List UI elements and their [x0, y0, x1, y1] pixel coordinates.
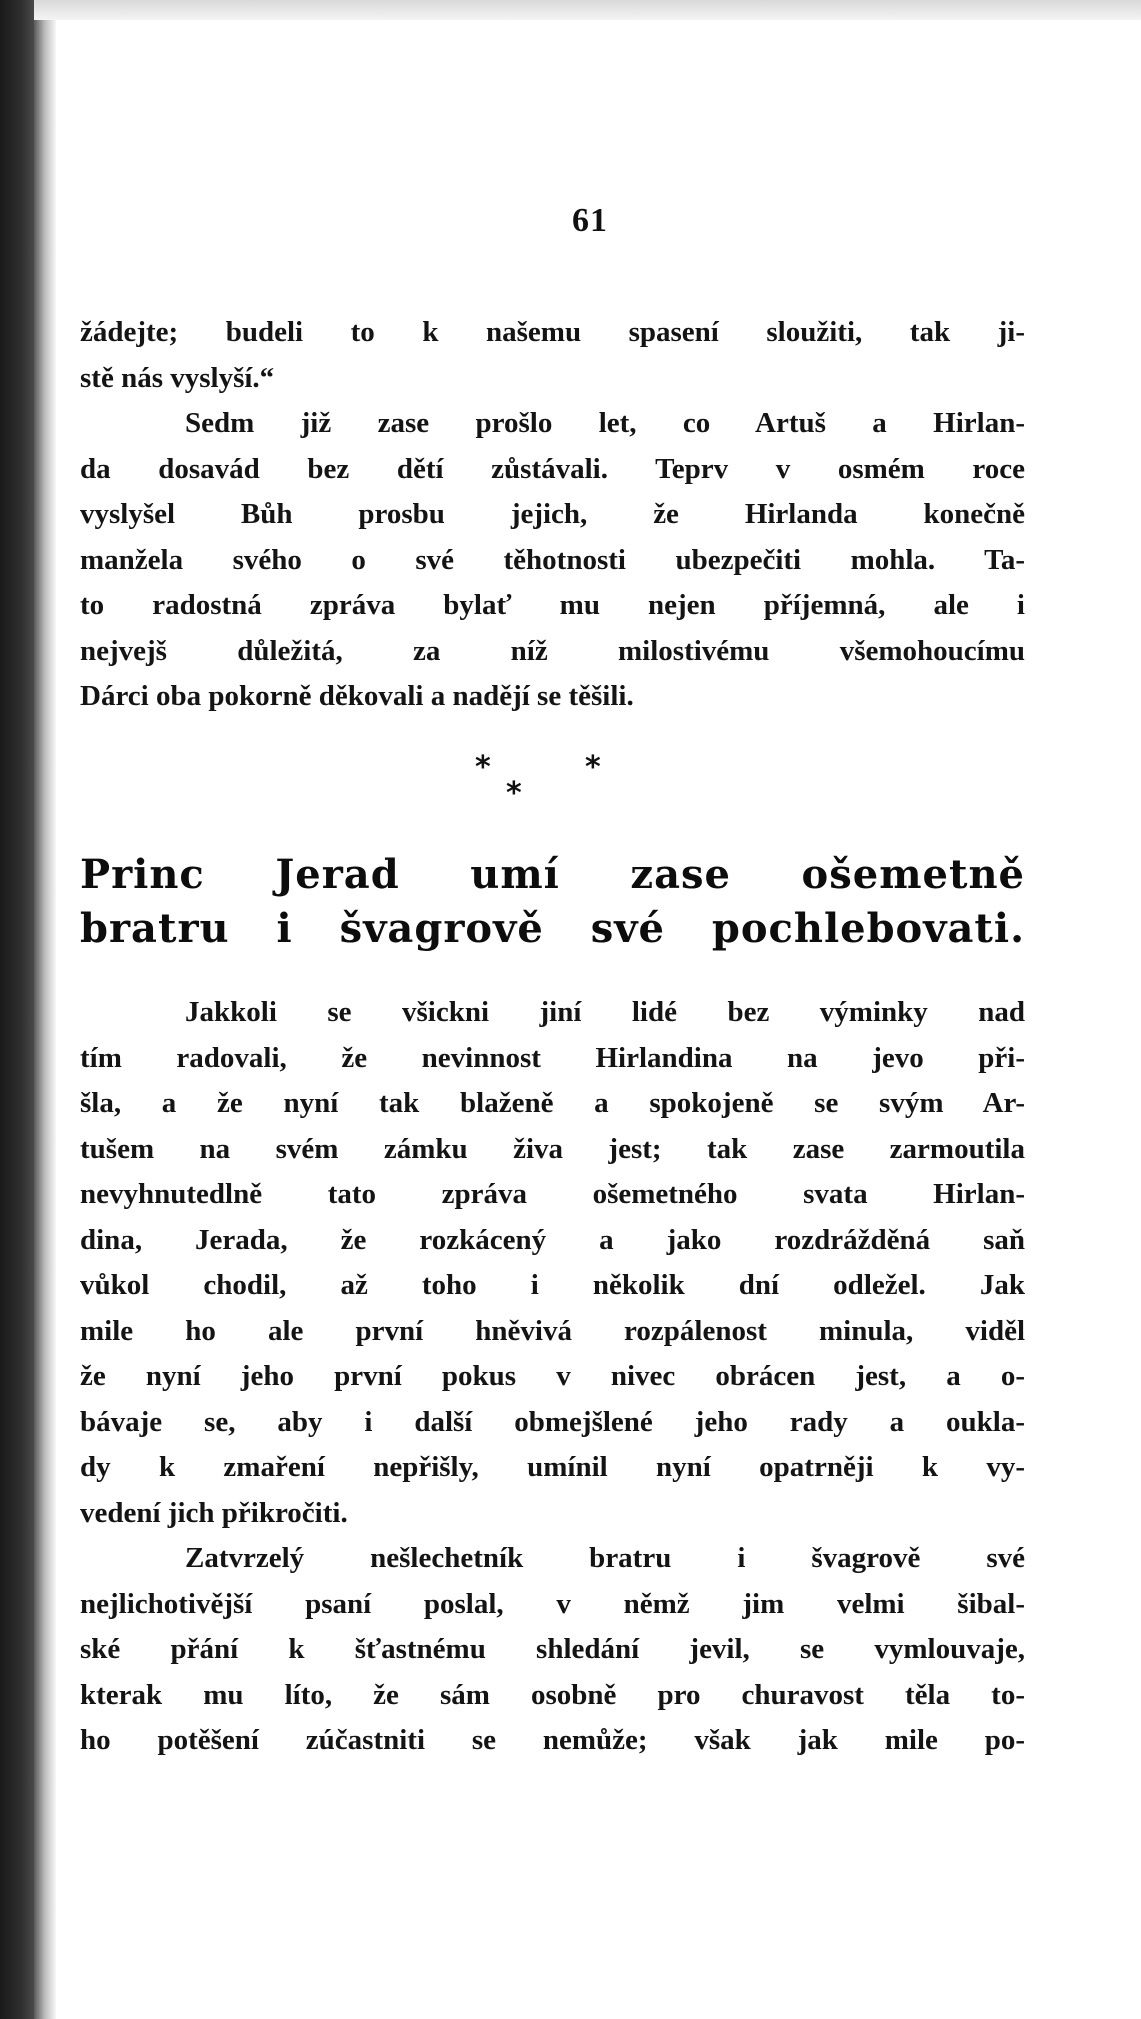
text-line: bávaje se, aby i další obmejšlené jeho rady a oukla- [80, 1405, 1025, 1438]
heading-line: Princ Jerad umí zase ošemetně [80, 851, 1025, 898]
asterisk: * [475, 750, 491, 785]
text-line: ho potěšení zúčastniti se nemůže; však jak mile po- [80, 1724, 1025, 1756]
text-line: stě nás vyslyší.“ [80, 361, 275, 394]
text-line: nejvejš důležitá, za níž milostivému všemohoucímu [80, 634, 1025, 667]
book-gutter [34, 20, 56, 2019]
text-line: vyslyšel Bůh prosbu jejich, že Hirlanda konečně [80, 498, 1025, 530]
text-line: Dárci oba pokorně děkovali a nadějí se těšili. [80, 680, 634, 712]
chapter-heading [80, 848, 1025, 956]
text-line: Zatvrzelý nešlechetník bratru i švagrově své [185, 1542, 1025, 1574]
section-separator [60, 750, 1120, 820]
text-line: nejlichotivější psaní poslal, v němž jim velmi šibal- [80, 1587, 1025, 1620]
text-line: Jakkoli se všickni jiní lidé bez výminky nad [185, 996, 1025, 1028]
text-line: kterak mu líto, že sám osobně pro churavost těla to- [80, 1678, 1025, 1711]
text-line: Sedm již zase prošlo let, co Artuš a Hirlan- [185, 407, 1025, 439]
text-line: nevyhnutedlně tato zpráva ošemetného svata Hirlan- [80, 1178, 1025, 1210]
book-page [60, 30, 1120, 1990]
scan-edge-top [34, 0, 1141, 20]
text-line: šla, a že nyní tak blaženě a spokojeně se svým Ar- [80, 1087, 1025, 1119]
text-line: dina, Jerada, že rozkácený a jako rozdrážděná saň [80, 1223, 1025, 1256]
page-number: 61 [572, 202, 608, 239]
paragraph-1 [80, 310, 1025, 720]
text-line: že nyní jeho první pokus v nivec obrácen jest, a o- [80, 1360, 1025, 1392]
text-line: da dosavád bez dětí zůstávali. Teprv v osmém roce [80, 452, 1025, 485]
text-line: žádejte; budeli to k našemu spasení sloužiti, tak ji- [80, 316, 1025, 348]
text-line: vůkol chodil, až toho i několik dní odležel. Jak [80, 1269, 1025, 1301]
text-line: ské přání k šťastnému shledání jevil, se vymlouvaje, [80, 1633, 1025, 1665]
text-line: vedení jich přikročiti. [80, 1496, 348, 1529]
text-line: manžela svého o své těhotnosti ubezpečiti mohla. Ta- [80, 543, 1025, 576]
heading-line: bratru i švagrově své pochlebovati. [80, 905, 1025, 952]
text-line: mile ho ale první hněvivá rozpálenost minula, viděl [80, 1314, 1025, 1347]
text-line: dy k zmaření nepřišly, umínil nyní opatrněji k vy- [80, 1451, 1025, 1483]
text-line: to radostná zpráva bylať mu nejen příjemná, ale i [80, 589, 1025, 621]
asterisk: * [585, 750, 601, 785]
asterisk: * [506, 776, 522, 811]
text-line: tím radovali, že nevinnost Hirlandina na jevo při- [80, 1041, 1025, 1074]
scan-edge-dark [0, 0, 34, 2019]
text-line: tušem na svém zámku živa jest; tak zase zarmoutila [80, 1132, 1025, 1165]
paragraph-2 [80, 990, 1025, 1764]
